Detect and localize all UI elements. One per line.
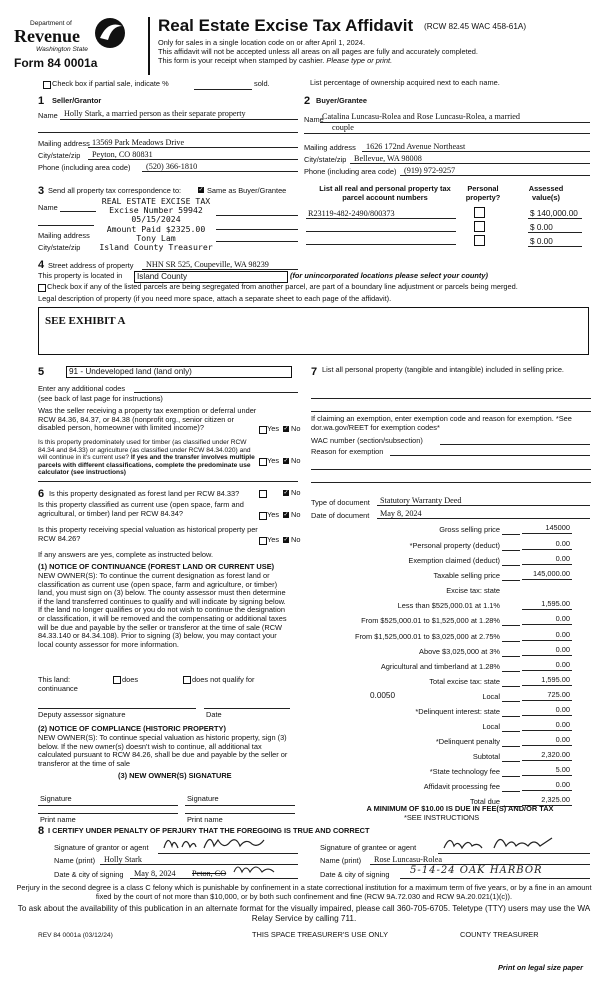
correspondence-label: Send all property tax correspondence to:: [48, 186, 182, 195]
doc-type-label: Type of document: [311, 498, 370, 507]
owner-signature-line[interactable]: [185, 805, 295, 806]
no-label: No: [291, 510, 301, 519]
located-label: This property is located in: [38, 271, 123, 280]
calc-label: Excise tax: state: [446, 586, 500, 595]
parcel-header: [304, 185, 466, 202]
owner-print-line[interactable]: [185, 813, 295, 814]
segregated-label: Check box if any of the listed parcels are being segregated from another parcel, are part of a boundary line adjustment or parcels being merged.: [47, 282, 518, 291]
grantee-sig-label: Signature of grantee or agent: [320, 843, 417, 852]
calc-leader: [502, 776, 520, 777]
see-instructions-note: *SEE INSTRUCTIONS: [404, 813, 480, 822]
no-label: No: [291, 424, 301, 433]
doc-type-line: [377, 505, 590, 506]
wac-label: WAC number (section/subsection): [311, 436, 423, 445]
grantor-date-value[interactable]: May 8, 2024: [134, 869, 176, 878]
deputy-date-label: Date: [206, 710, 222, 719]
calc-value[interactable]: 0.00: [555, 554, 570, 563]
additional-codes-label: Enter any additional codes: [38, 384, 126, 393]
personal-header: [462, 185, 504, 202]
owner-signature-line[interactable]: [38, 805, 178, 806]
perjury-warning: Perjury in the second degree is a class C felony which is punishable by confinement in a state correctional institution for a maximum term of five years, or by a fine in an amount fixed by the court of not more than $10,000, or by both such confinement and fine (RCW 9A.72.030 and RCW 9A.20.021(1)(c)).: [16, 883, 592, 901]
seller-title: Seller/Grantor: [52, 96, 102, 105]
notice-compliance-body: NEW OWNER(S): To continue special valuation as historic property, sign (3) below. If the new owner(s) doesn't wish to continue, all additional tax calculated pursuant to RCW 84.26, shall be due and payable by the seller or transferor at the time of sale: [38, 733, 288, 768]
calc-value-line: [522, 790, 572, 791]
reason-label: Reason for exemption: [311, 447, 384, 456]
calc-leader: [502, 686, 520, 687]
notice-continuance-body: NEW OWNER(S): To continue the current designation as forest land or classification as current use (open space, farm and agriculture, or timber) land, you must sign on (3) below. The county assessor must then determine if the land transferred continues to qualify and will indicate by signing below. If the land no longer qualifies or you do not wish to continue the designation or classification, it will be removed and the compensating or additional taxes will be due and payable by the seller or transferor at the time of sale (RCW 84.33.140 or 84.34.108). Prior to signing (3) below, you may contact your local county assessor for more information.: [38, 571, 287, 649]
legal-description-value: SEE EXHIBIT A: [45, 315, 126, 327]
calc-label: *State technology fee: [429, 767, 500, 776]
instruction-line-1: Only for sales in a single location code on or after April 1, 2024.: [158, 38, 366, 47]
calc-value-line: [522, 760, 572, 761]
minimum-due-note: A MINIMUM OF $10.00 IS DUE IN FEE(S) AND/OR TAX: [366, 804, 554, 813]
calc-value[interactable]: 0.00: [555, 735, 570, 744]
partial-pct-line[interactable]: [194, 89, 252, 90]
personal-property-checkbox[interactable]: [474, 207, 485, 218]
calc-value[interactable]: 0.00: [555, 705, 570, 714]
seller-mail-label: Mailing address: [38, 139, 90, 148]
calc-label: Gross selling price: [439, 525, 500, 534]
section-1-number: 1: [38, 95, 45, 107]
yes-label: Yes: [267, 424, 280, 433]
calc-label: *Delinquent penalty: [435, 737, 500, 746]
current-use-yes-checkbox[interactable]: [259, 512, 267, 520]
stamp-line: Excise Number 59942: [109, 205, 203, 216]
certify-statement: I CERTIFY UNDER PENALTY OF PERJURY THAT THE FOREGOING IS TRUE AND CORRECT: [48, 826, 370, 835]
seller-csz-value[interactable]: Peyton, CO 80831: [92, 150, 153, 159]
calc-leader: [502, 701, 520, 702]
corr-right-line-3: [216, 241, 298, 242]
calc-leader: [502, 534, 520, 535]
calc-value[interactable]: 0.00: [555, 780, 570, 789]
corr-right-line-1: [216, 215, 298, 216]
grantee-name-label: Name (print): [320, 856, 362, 865]
assessed-line: [528, 218, 582, 219]
doc-date-line: [377, 518, 590, 519]
revision-code: REV 84 0001a (03/12/24): [38, 932, 113, 939]
calc-value-line: [522, 715, 572, 716]
grantor-sig-label: Signature of grantor or agent: [54, 843, 149, 852]
calc-label: *Delinquent interest: state: [415, 707, 500, 716]
additional-codes-line[interactable]: [134, 392, 298, 393]
if-any-yes-note: If any answers are yes, complete as instructed below.: [38, 550, 213, 559]
treasurer-use-label: THIS SPACE TREASURER'S USE ONLY: [252, 930, 389, 939]
forest-no-checkbox[interactable]: ✓: [283, 490, 289, 496]
calc-value-line: [522, 624, 572, 625]
street-label: Street address of property: [48, 261, 134, 270]
legal-size-note: Print on legal size paper: [498, 963, 584, 972]
legal-description-box[interactable]: [38, 307, 589, 355]
calc-leader: [502, 731, 520, 732]
buyer-mail-value[interactable]: 1626 172nd Avenue Northeast: [366, 142, 466, 151]
partial-sold-label: sold.: [254, 79, 270, 88]
calc-label: Subtotal: [472, 752, 500, 761]
assessed-value[interactable]: $ 140,000.00: [530, 209, 578, 218]
calc-value-line: [522, 685, 572, 686]
owner-print-line[interactable]: [38, 813, 178, 814]
stamp-line: 05/15/2024: [131, 214, 181, 225]
exemption-claim-label: If claiming an exemption, enter exemption code and reason for exemption. *See dor.wa.gov/REET for exemption codes*: [311, 414, 572, 432]
timber-question-instructions: If yes and the transfer involves multiple parcels with different classifications, complete the predominate use calculator (see instructions): [38, 454, 255, 477]
print-name-label: Print name: [187, 815, 223, 824]
personal-property-label: List all personal property (tangible and intangible) included in selling price.: [322, 365, 564, 374]
deputy-signature-label: Deputy assessor signature: [38, 710, 126, 719]
seller-mail-line: [88, 147, 298, 148]
grantee-name-value[interactable]: Rose Luncasu-Rolea: [374, 855, 442, 864]
parcel-line[interactable]: [306, 244, 456, 245]
calc-label: Taxable selling price: [433, 571, 500, 580]
assessed-value[interactable]: $ 0.00: [530, 237, 553, 246]
buyer-name-value[interactable]: Catalina Luncasu-Rolea and Rose Luncasu-Rolea, a married: [322, 112, 521, 121]
q2-yes-checkbox[interactable]: [259, 458, 267, 466]
county-treasurer-label: COUNTY TREASURER: [460, 930, 539, 939]
buyer-phone-label: Phone (including area code): [304, 167, 397, 176]
calc-value[interactable]: 0.00: [555, 539, 570, 548]
personal-property-checkbox[interactable]: [474, 235, 485, 246]
see-back-note: (see back of last page for instructions): [38, 394, 163, 403]
section-8-number: 8: [38, 825, 45, 837]
seller-phone-label: Phone (including area code): [38, 163, 131, 172]
partial-sale-checkbox[interactable]: [43, 81, 51, 89]
calc-value[interactable]: 0.00: [555, 630, 570, 639]
does-not-label: does not qualify for: [192, 675, 255, 684]
calc-label: Local: [482, 692, 500, 701]
seller-mail-value[interactable]: 13569 Park Meadows Drive: [92, 138, 185, 147]
calc-leader: [502, 625, 520, 626]
no-label: No: [291, 488, 301, 497]
forest-question: Is this property designated as forest land per RCW 84.33?: [49, 489, 240, 498]
calc-value-line: [522, 670, 572, 671]
calc-value[interactable]: 2,320.00: [541, 750, 570, 759]
buyer-name-value-2[interactable]: couple: [332, 123, 354, 132]
calc-value-line: [522, 775, 572, 776]
calc-value-line: [522, 730, 572, 731]
parcel-header-line-2: parcel account numbers: [342, 192, 428, 202]
corr-name-line: [60, 211, 96, 212]
corr-csz-label: City/state/zip: [38, 243, 81, 252]
street-value[interactable]: NHN SR 525, Coupeville, WA 98239: [146, 260, 269, 269]
calc-label: Less than $525,000.01 at 1.1%: [397, 601, 500, 610]
form-title: Real Estate Excise Tax Affidavit: [158, 16, 414, 35]
doc-date-label: Date of document: [311, 511, 370, 520]
corr-name-label: Name: [38, 203, 58, 212]
instruction-line-2: This affidavit will not be accepted unless all areas on all pages are fully and accurately completed.: [158, 47, 478, 56]
grantee-sig-line: [438, 853, 590, 854]
timber-question-text: Is this property predominately used for timber (as classified under RCW 84.34 and 84.33) or agriculture (as classified under RCW 84.34.020) and will continue in it's current use?: [38, 439, 251, 462]
grantor-signature-image[interactable]: [160, 832, 270, 854]
calc-value-line: [522, 745, 572, 746]
street-line: [142, 269, 298, 270]
calc-label: From $525,000.01 to $1,525,000 at 1.28%: [361, 616, 500, 625]
current-use-question: Is this property classified as current use (open space, farm and agricultural, or timber) land per RCW 84.34?: [38, 500, 244, 518]
calc-value-line: [522, 640, 572, 641]
personal-property-line-1[interactable]: [311, 398, 591, 399]
parcel-number[interactable]: R23119-482-2490/800373: [308, 209, 395, 218]
calc-leader: [502, 656, 520, 657]
calc-value[interactable]: 5.00: [555, 765, 570, 774]
assessed-header: [514, 185, 578, 202]
seller-csz-line: [88, 159, 298, 160]
historic-no-checkbox[interactable]: ✓: [283, 537, 289, 543]
calc-value-line: [522, 655, 572, 656]
calc-value[interactable]: 0.00: [555, 660, 570, 669]
section-6-number: 6: [38, 488, 45, 500]
calc-value-line: [522, 700, 572, 701]
state-label: Washington State: [36, 46, 88, 53]
grantor-name-label: Name (print): [54, 856, 96, 865]
ownership-note: List percentage of ownership acquired next to each name.: [310, 78, 500, 87]
no-label: No: [291, 456, 301, 465]
assessed-header-line-1: Assessed: [528, 184, 564, 193]
calc-value-line: [522, 609, 572, 610]
notice-continuance-title: (1) NOTICE OF CONTINUANCE (FOREST LAND OR CURRENT USE): [38, 562, 275, 571]
signature-label: Signature: [40, 794, 72, 803]
dept-label: Department of: [30, 20, 72, 27]
grantee-date-value[interactable]: 5-14-24 OAK HARBOR: [410, 865, 543, 876]
calc-leader: [502, 550, 520, 551]
buyer-csz-label: City/state/zip: [304, 155, 347, 164]
buyer-name-line: [320, 122, 590, 123]
corr-right-line-2: [216, 229, 298, 230]
buyer-title: Buyer/Grantee: [316, 96, 367, 105]
land-use-code-select[interactable]: 91 - Undeveloped land (land only): [66, 366, 292, 378]
historic-question: Is this property receiving special valuation as historical property per RCW 84.26?: [38, 525, 258, 543]
calc-leader: [502, 565, 520, 566]
seller-name-line-2: [38, 132, 298, 133]
personal-header-line-2: property?: [465, 192, 501, 202]
parcel-line: [306, 218, 456, 219]
historic-yes-checkbox[interactable]: [259, 537, 267, 545]
calc-label: Above $3,025,000 at 3%: [419, 647, 500, 656]
buyer-csz-value[interactable]: Bellevue, WA 98008: [354, 154, 422, 163]
calc-label: Local: [482, 722, 500, 731]
reason-line-3[interactable]: [311, 482, 591, 483]
calc-value[interactable]: 145,000.00: [533, 569, 570, 578]
grantor-date-label: Date & city of signing: [54, 870, 124, 879]
calc-leader: [502, 791, 520, 792]
grantee-date-line: [400, 878, 590, 879]
buyer-csz-line: [350, 163, 590, 164]
agency-logo-text: Revenue: [14, 26, 80, 46]
deputy-date-line[interactable]: [204, 708, 290, 709]
calc-value-line: [522, 579, 572, 580]
section-5-divider: [38, 481, 298, 482]
continuance-label: continuance: [38, 684, 78, 693]
q1-no-checkbox[interactable]: ✓: [283, 426, 289, 432]
exemption-question: Was the seller receiving a property tax exemption or deferral under RCW 84.36, 84.37, or 84.38 (nonprofit org., senior citizen or disabled person, homeowner with limited income)?: [38, 406, 257, 433]
treasurer-stamp: [96, 197, 216, 252]
calc-label: Total excise tax: state: [429, 677, 500, 686]
doc-type-value[interactable]: Statutory Warranty Deed: [380, 496, 462, 505]
calc-label: Affidavit processing fee: [423, 782, 500, 791]
assessed-value[interactable]: $ 0.00: [530, 223, 553, 232]
this-land-label: This land:: [38, 675, 71, 684]
reason-line[interactable]: [390, 455, 590, 456]
personal-header-line-1: Personal: [467, 184, 499, 193]
grantee-date-label: Date & city of signing: [320, 870, 390, 879]
same-as-buyer-label: Same as Buyer/Grantee: [207, 186, 287, 195]
forest-yes-checkbox[interactable]: [259, 490, 267, 498]
calc-value[interactable]: 1,595.00: [541, 675, 570, 684]
does-not-checkbox[interactable]: [183, 676, 191, 684]
segregated-checkbox[interactable]: [38, 284, 46, 292]
calc-value-line: [522, 533, 572, 534]
section-3-number: 3: [38, 185, 45, 197]
print-name-label: Print name: [40, 815, 76, 824]
grantor-city-value[interactable]: Peton, CO: [192, 869, 227, 878]
reason-line-2[interactable]: [311, 469, 591, 470]
calc-label: Agricultural and timberland at 1.28%: [380, 662, 500, 671]
timber-question: [38, 439, 260, 477]
yes-label: Yes: [267, 535, 280, 544]
assessed-header-line-2: value(s): [532, 192, 560, 202]
section-5-number: 5: [38, 366, 45, 378]
seller-phone-line: [142, 171, 298, 172]
current-use-no-checkbox[interactable]: ✓: [283, 512, 289, 518]
calc-label: Total due: [470, 797, 500, 806]
buyer-name-line-2: [304, 133, 590, 134]
same-as-buyer-checkbox[interactable]: ✓: [198, 187, 204, 193]
assessed-line: [528, 246, 582, 247]
legal-description-label: Legal description of property (if you need more space, attach a separate sheet to each page of the affidavit).: [38, 294, 392, 303]
grantor-city-correction: [232, 860, 280, 876]
buyer-phone-value[interactable]: (919) 972-9257: [404, 166, 456, 175]
calc-leader: [502, 641, 520, 642]
section-4-number: 4: [38, 259, 45, 271]
alternate-format-note: To ask about the availability of this publication in an alternate format for the visually impaired, please call 360-705-6705. Teletype (TTY) users may use the WA Relay Service by calling 711.: [17, 904, 591, 923]
does-label: does: [122, 675, 139, 684]
notice-compliance-title: (2) NOTICE OF COMPLIANCE (HISTORIC PROPERTY): [38, 724, 226, 733]
new-owner-signature-title: (3) NEW OWNER(S) SIGNATURE: [118, 771, 232, 780]
seller-name-line: [60, 119, 298, 120]
grantor-sig-line: [158, 853, 298, 854]
parcel-header-line-1: List all real and personal property tax: [319, 184, 451, 193]
corr-mail-label: Mailing address: [38, 231, 90, 240]
buyer-mail-label: Mailing address: [304, 143, 356, 152]
header-divider: [148, 17, 150, 75]
seller-csz-label: City/state/zip: [38, 151, 81, 160]
revenue-swirl-icon: [92, 16, 128, 50]
calc-value[interactable]: 1,595.00: [541, 599, 570, 608]
assessed-line: [528, 232, 582, 233]
calc-leader: [502, 580, 520, 581]
calc-leader: [502, 671, 520, 672]
calc-value-line: [522, 549, 572, 550]
seller-name-label: Name: [38, 111, 58, 120]
section-2-number: 2: [304, 95, 311, 107]
stamp-line: REAL ESTATE EXCISE TAX: [101, 196, 211, 206]
stamp-line: Tony Lam: [136, 232, 176, 243]
calc-leader: [502, 716, 520, 717]
type-or-print-note: Please type or print.: [326, 56, 393, 65]
does-checkbox[interactable]: [113, 676, 121, 684]
buyer-mail-line: [362, 151, 590, 152]
county-select[interactable]: Island County: [134, 271, 288, 283]
q1-yes-checkbox[interactable]: [259, 426, 267, 434]
yes-label: Yes: [267, 456, 280, 465]
calc-label: From $1,525,000.01 to $3,025,000 at 2.75%: [354, 632, 500, 641]
parcel-line[interactable]: [306, 231, 456, 232]
yes-label: Yes: [267, 510, 280, 519]
calc-label: *Personal property (deduct): [409, 541, 500, 550]
deputy-signature-line[interactable]: [38, 708, 196, 709]
calc-leader: [502, 761, 520, 762]
calc-value[interactable]: 0.00: [555, 645, 570, 654]
stamp-line: Island County Treasurer: [99, 242, 213, 253]
no-label: No: [291, 535, 301, 544]
wac-line[interactable]: [440, 444, 590, 445]
calc-value[interactable]: 145000: [545, 523, 570, 532]
local-rate[interactable]: 0.0050: [370, 691, 396, 700]
seller-name-value[interactable]: Holly Stark, a married person as their separate property: [64, 109, 246, 118]
grantor-date-line: [130, 878, 298, 879]
q2-no-checkbox[interactable]: ✓: [283, 458, 289, 464]
calc-value[interactable]: 0.00: [555, 720, 570, 729]
buyer-phone-line: [400, 175, 590, 176]
personal-property-line-2[interactable]: [311, 411, 591, 412]
seller-phone-value[interactable]: (520) 366-1810: [146, 162, 198, 171]
calc-value[interactable]: 2,325.00: [541, 795, 570, 804]
calc-value[interactable]: 0.00: [555, 614, 570, 623]
doc-date-value[interactable]: May 8, 2024: [380, 509, 422, 518]
county-note: (for unincorporated locations please select your county): [290, 271, 488, 280]
buyer-name-label: Name: [304, 115, 324, 124]
instruction-line-3: This form is your receipt when stamped by cashier.: [158, 56, 325, 65]
stamp-line: Amount Paid $2325.00: [106, 223, 206, 234]
grantee-signature-image[interactable]: [440, 832, 560, 854]
calc-label: Exemption claimed (deduct): [408, 556, 500, 565]
corr-line-2: [38, 225, 94, 226]
form-citation: (RCW 82.45 WAC 458-61A): [424, 22, 527, 31]
partial-sale-label: Check box if partial sale, indicate %: [52, 79, 169, 88]
personal-property-checkbox[interactable]: [474, 221, 485, 232]
signature-label: Signature: [187, 794, 219, 803]
section-7-number: 7: [311, 366, 318, 378]
form-number: Form 84 0001a: [14, 56, 98, 70]
calc-leader: [502, 746, 520, 747]
grantor-name-value[interactable]: Holly Stark: [104, 855, 142, 864]
calc-value-line: [522, 564, 572, 565]
calc-value[interactable]: 725.00: [547, 690, 570, 699]
